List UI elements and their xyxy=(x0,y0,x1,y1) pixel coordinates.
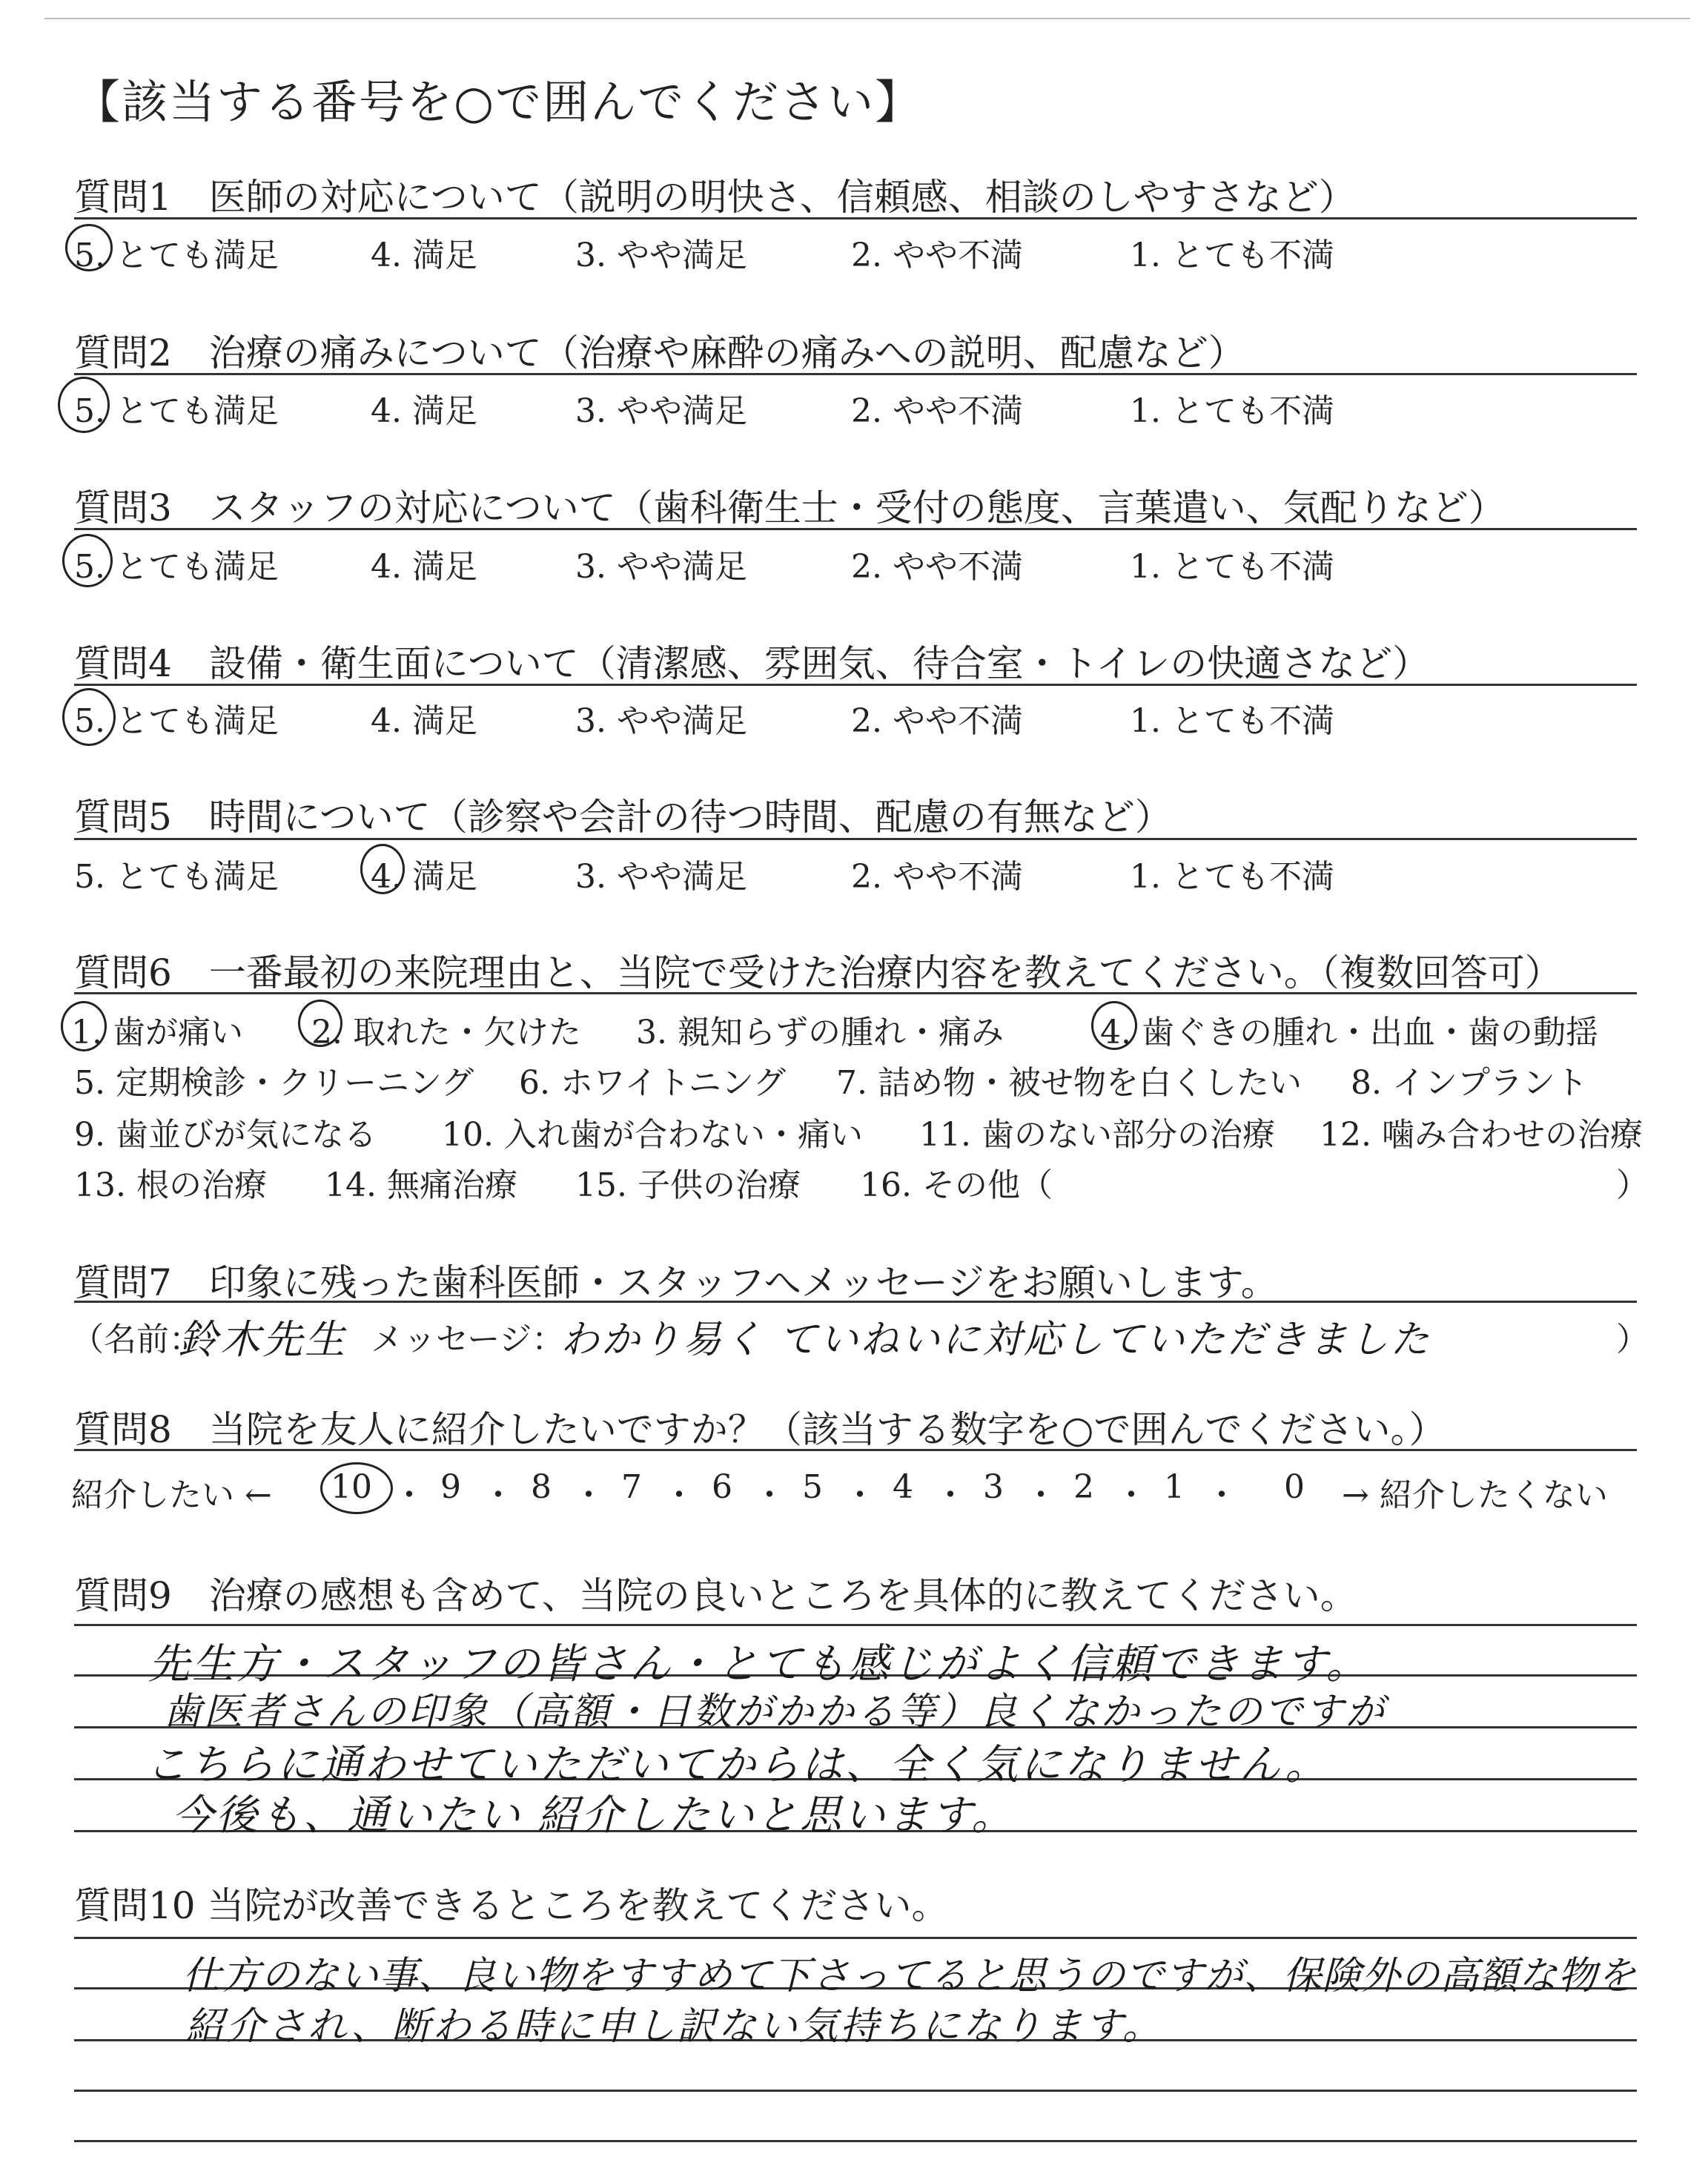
writing-line xyxy=(74,2140,1637,2142)
q10-answer-line-1[interactable]: 仕方のない事、良い物をすすめて下さってると思うのですが、保険外の高額な物を xyxy=(182,1954,1637,1998)
q8-number-5[interactable]: 5 xyxy=(802,1468,823,1506)
q6-option-11[interactable]: 11. 歯のない部分の治療 xyxy=(919,1116,1275,1154)
q4-option-3[interactable]: 3. やや満足 xyxy=(575,702,747,740)
q1-option-2[interactable]: 2. やや不満 xyxy=(851,237,1023,274)
writing-line xyxy=(74,1624,1637,1626)
q6-option-5[interactable]: 5. 定期検診・クリーニング xyxy=(74,1064,474,1102)
q4-option-1[interactable]: 1. とても不満 xyxy=(1130,702,1334,740)
q7-close-paren: ） xyxy=(1616,1321,1649,1358)
q7-message-value[interactable]: わかり易く ていねいに対応していただきました xyxy=(560,1318,1431,1362)
question-7-label: 質問7 印象に残った歯科医師・スタッフへメッセージをお願いします。 xyxy=(74,1261,1278,1304)
q8-separator: ・ xyxy=(844,1476,876,1514)
q8-separator: ・ xyxy=(934,1476,967,1514)
q8-left-label: 紹介したい ← xyxy=(71,1476,272,1514)
q1-option-1[interactable]: 1. とても不満 xyxy=(1130,237,1334,274)
q6-option-3[interactable]: 3. 親知らずの腫れ・痛み xyxy=(636,1014,1004,1051)
q6-option-8[interactable]: 8. インプラント xyxy=(1351,1064,1588,1102)
divider xyxy=(74,373,1637,375)
question-3-label: 質問3 スタッフの対応について（歯科衛生士・受付の態度、言葉遣い、気配りなど） xyxy=(74,486,1506,529)
q8-number-0[interactable]: 0 xyxy=(1284,1468,1305,1506)
q8-number-2[interactable]: 2 xyxy=(1073,1468,1094,1506)
q3-option-3[interactable]: 3. やや満足 xyxy=(575,548,747,586)
divider xyxy=(74,838,1637,840)
q6-option-16[interactable]: 16. その他（ xyxy=(860,1166,1053,1204)
q7-name-label: （名前： xyxy=(71,1321,202,1358)
q8-number-8[interactable]: 8 xyxy=(531,1468,552,1506)
q9-answer-line-2[interactable]: 歯医者さんの印象（高額・日数がかかる等）良くなかったのですが xyxy=(163,1690,1387,1734)
q6-option-1[interactable]: 1. 歯が痛い xyxy=(71,1014,243,1051)
q8-separator: ・ xyxy=(393,1476,426,1514)
q7-name-value[interactable]: 鈴木先生 xyxy=(178,1316,347,1363)
q8-number-4[interactable]: 4 xyxy=(893,1468,913,1506)
q8-number-6[interactable]: 6 xyxy=(712,1468,732,1506)
question-1-label: 質問1 医師の対応について（説明の明快さ、信頼感、相談のしやすさなど） xyxy=(74,176,1356,219)
q9-answer-line-1[interactable]: 先生方・スタッフの皆さん・とても感じがよく信頼できます。 xyxy=(148,1640,1370,1688)
q5-option-1[interactable]: 1. とても不満 xyxy=(1130,858,1334,896)
q1-option-3[interactable]: 3. やや満足 xyxy=(575,237,747,274)
writing-line xyxy=(74,2090,1637,2092)
divider xyxy=(74,217,1637,219)
q5-selection-circle xyxy=(360,844,405,894)
question-9-label: 質問9 治療の感想も含めて、当院の良いところを具体的に教えてください。 xyxy=(74,1574,1357,1617)
q4-option-4[interactable]: 4. 満足 xyxy=(371,702,477,740)
page-title: 【該当する番号を○で囲んでください】 xyxy=(74,75,923,129)
scan-edge-line xyxy=(44,18,1690,19)
divider xyxy=(74,528,1637,530)
q3-option-1[interactable]: 1. とても不満 xyxy=(1130,548,1334,586)
q8-number-1[interactable]: 1 xyxy=(1164,1468,1185,1506)
divider xyxy=(74,684,1637,686)
q5-option-3[interactable]: 3. やや満足 xyxy=(575,858,747,896)
q8-separator: ・ xyxy=(482,1476,514,1514)
q6-selection-circle-1 xyxy=(61,1001,107,1051)
q6-option-10[interactable]: 10. 入れ歯が合わない・痛い xyxy=(442,1116,863,1154)
q6-option-15[interactable]: 15. 子供の治療 xyxy=(575,1166,801,1204)
q8-number-9[interactable]: 9 xyxy=(440,1468,461,1506)
q2-selection-circle xyxy=(58,377,110,433)
q9-answer-line-4[interactable]: 今後も、通いたい 紹介したいと思います。 xyxy=(172,1791,1016,1840)
question-6-label: 質問6 一番最初の来院理由と、当院で受けた治療内容を教えてください。（複数回答可） xyxy=(74,951,1562,994)
q2-option-4[interactable]: 4. 満足 xyxy=(371,392,477,430)
q10-answer-line-2[interactable]: 紹介され、断わる時に申し訳ない気持ちになります。 xyxy=(185,2004,1163,2049)
q3-option-4[interactable]: 4. 満足 xyxy=(371,548,477,586)
q5-option-2[interactable]: 2. やや不満 xyxy=(851,858,1023,896)
q5-option-5[interactable]: 5. とても満足 xyxy=(74,858,279,896)
q8-right-label: → 紹介したくない xyxy=(1342,1476,1608,1514)
q6-option-7[interactable]: 7. 詰め物・被せ物を白くしたい xyxy=(836,1064,1302,1102)
q3-option-5[interactable]: 5. とても満足 xyxy=(74,548,279,586)
q6-option-12[interactable]: 12. 噛み合わせの治療 xyxy=(1320,1116,1643,1154)
question-8-label: 質問8 当院を友人に紹介したいですか？（該当する数字を○で囲んでください。） xyxy=(74,1408,1446,1451)
q8-selection-circle xyxy=(320,1462,393,1514)
q2-option-3[interactable]: 3. やや満足 xyxy=(575,392,747,430)
q2-option-5[interactable]: 5. とても満足 xyxy=(74,392,279,430)
q6-other-close-paren: ） xyxy=(1616,1166,1649,1204)
q1-option-4[interactable]: 4. 満足 xyxy=(371,237,477,274)
writing-line xyxy=(74,1937,1637,1939)
question-10-label: 質問10 当院が改善できるところを教えてください。 xyxy=(74,1884,949,1927)
divider xyxy=(74,1301,1637,1303)
q6-selection-circle-2 xyxy=(298,1000,342,1047)
q1-option-5[interactable]: 5. とても満足 xyxy=(74,237,279,274)
question-4-label: 質問4 設備・衛生面について（清潔感、雰囲気、待合室・トイレの快適さなど） xyxy=(74,642,1430,685)
question-2-label: 質問2 治療の痛みについて（治療や麻酔の痛みへの説明、配慮など） xyxy=(74,331,1245,374)
q7-message-label: メッセージ： xyxy=(371,1321,565,1358)
q8-number-10[interactable]: 10 xyxy=(331,1468,372,1506)
q4-option-2[interactable]: 2. やや不満 xyxy=(851,702,1023,740)
q8-separator: ・ xyxy=(663,1476,695,1514)
q8-separator: ・ xyxy=(1025,1476,1057,1514)
q8-number-3[interactable]: 3 xyxy=(983,1468,1004,1506)
divider xyxy=(74,992,1637,994)
q3-selection-circle xyxy=(62,534,113,587)
q6-option-9[interactable]: 9. 歯並びが気になる xyxy=(74,1116,377,1154)
q4-option-5[interactable]: 5. とても満足 xyxy=(74,702,279,740)
q8-separator: ・ xyxy=(1115,1476,1148,1514)
q2-option-2[interactable]: 2. やや不満 xyxy=(851,392,1023,430)
q6-option-14[interactable]: 14. 無痛治療 xyxy=(325,1166,517,1204)
question-5-label: 質問5 時間について（診察や会計の待つ時間、配慮の有無など） xyxy=(74,796,1172,839)
q6-option-4[interactable]: 4. 歯ぐきの腫れ・出血・歯の動揺 xyxy=(1100,1014,1598,1051)
q8-separator: ・ xyxy=(1205,1476,1238,1514)
divider xyxy=(74,1449,1637,1451)
q3-option-2[interactable]: 2. やや不満 xyxy=(851,548,1023,586)
q1-selection-circle xyxy=(65,224,113,271)
q6-selection-circle-4 xyxy=(1091,1001,1137,1050)
q6-option-13[interactable]: 13. 根の治療 xyxy=(74,1166,267,1204)
q9-answer-line-3[interactable]: こちらに通わせていただいてからは、全く気になりません。 xyxy=(145,1741,1329,1789)
q6-option-6[interactable]: 6. ホワイトニング xyxy=(519,1064,787,1102)
q5-option-4[interactable]: 4. 満足 xyxy=(371,858,477,896)
q8-separator: ・ xyxy=(753,1476,786,1514)
q2-option-1[interactable]: 1. とても不満 xyxy=(1130,392,1334,430)
q8-number-7[interactable]: 7 xyxy=(621,1468,642,1506)
q8-separator: ・ xyxy=(572,1476,605,1514)
q6-option-2[interactable]: 2. 取れた・欠けた xyxy=(311,1014,581,1051)
q4-selection-circle xyxy=(62,688,116,746)
